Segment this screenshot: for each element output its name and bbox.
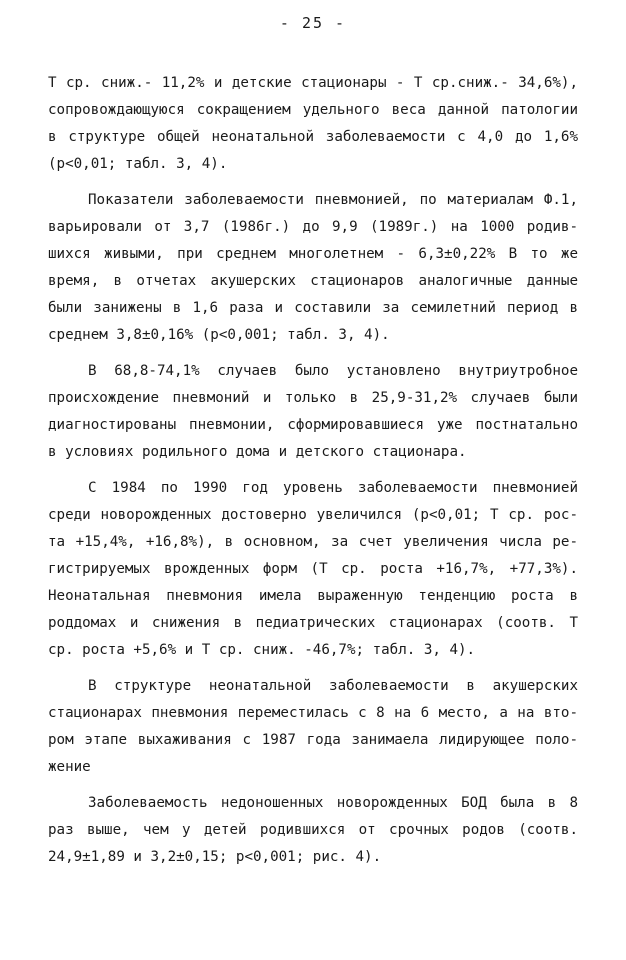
text-line: были занижены в 1,6 раза и составили за семилетний период в: [48, 300, 578, 316]
text-line: диагностированы пневмонии, сформировавшиеся уже постнатально: [48, 417, 578, 433]
text-line: жение: [48, 759, 91, 775]
text-line: шихся живыми, при среднем многолетнем - 6,3±0,22% В то же: [48, 246, 578, 262]
text-line: среди новорожденных достоверно увеличился (р<0,01; Т ср. рос-: [48, 507, 578, 523]
text-line: В 68,8-74,1% случаев было установлено внутриутробное: [88, 363, 578, 379]
text-line: раз выше, чем у детей родившихся от срочных родов (соотв.: [48, 822, 578, 838]
text-line: С 1984 по 1990 год уровень заболеваемости пневмонией: [88, 480, 578, 496]
text-line: время, в отчетах акушерских стационаров аналогичные данные: [48, 273, 578, 289]
text-line: 24,9±1,89 и 3,2±0,15; р<0,001; рис. 4).: [48, 849, 382, 865]
text-line: Неонатальная пневмония имела выраженную тенденцию роста в: [48, 588, 578, 604]
text-line: стационарах пневмония переместилась с 8 на 6 место, а на вто-: [48, 705, 578, 721]
text-line: варьировали от 3,7 (1986г.) до 9,9 (1989г.) на 1000 родив-: [48, 219, 578, 235]
text-line: ср. роста +5,6% и Т ср. сниж. -46,7%; табл. 3, 4).: [48, 642, 476, 658]
text-line: среднем 3,8±0,16% (р<0,001; табл. 3, 4).: [48, 327, 390, 343]
text-line: та +15,4%, +16,8%), в основном, за счет увеличения числа ре-: [48, 534, 578, 550]
text-line: В структуре неонатальной заболеваемости в акушерских: [88, 678, 578, 694]
text-line: в условиях родильного дома и детского стационара.: [48, 444, 467, 460]
text-line: (р<0,01; табл. 3, 4).: [48, 156, 228, 172]
text-line: гистрируемых врожденных форм (Т ср. роста +16,7%, +77,3%).: [48, 561, 578, 577]
text-line: роддомах и снижения в педиатрических стационарах (соотв. Т: [48, 615, 578, 631]
text-line: происхождение пневмоний и только в 25,9-31,2% случаев были: [48, 390, 578, 406]
text-line: в структуре общей неонатальной заболеваемости с 4,0 до 1,6%: [48, 129, 578, 145]
text-line: ром этапе выхаживания с 1987 года занимаела лидирующее поло-: [48, 732, 578, 748]
page-number: - 25 -: [279, 14, 347, 32]
text-line: Т ср. сниж.- 11,2% и детские стационары - Т ср.сниж.- 34,6%),: [48, 75, 578, 91]
text-line: сопровождающуюся сокращением удельного веса данной патологии: [48, 102, 578, 118]
text-line: Заболеваемость недоношенных новорожденных БОД была в 8: [88, 795, 578, 811]
text-line: Показатели заболеваемости пневмонией, по материалам Ф.1,: [88, 192, 578, 208]
